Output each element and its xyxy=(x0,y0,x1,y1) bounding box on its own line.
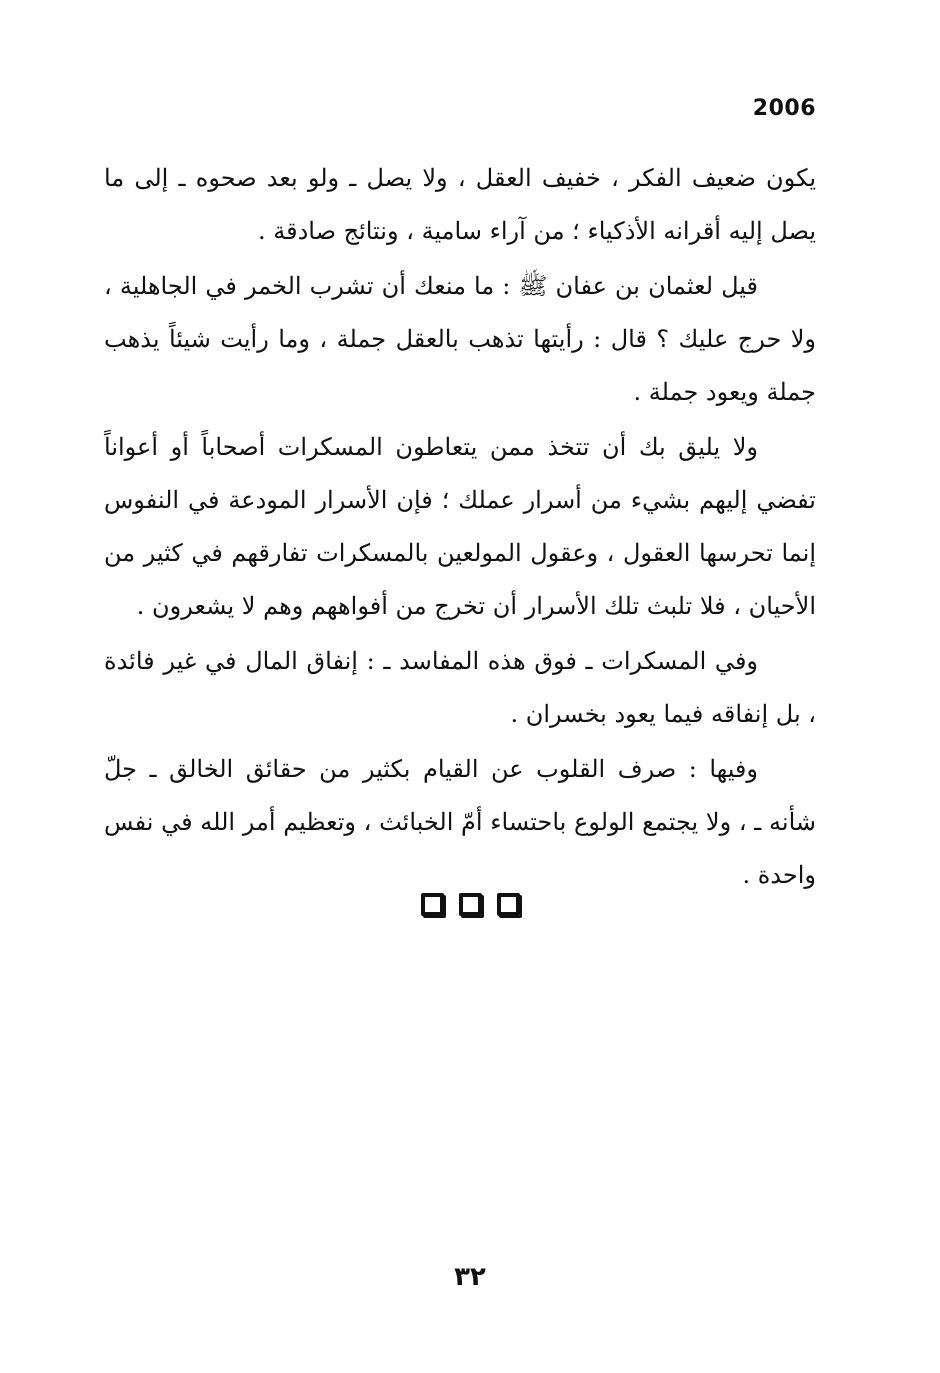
paragraph-1: يكون ضعيف الفكر ، خفيف العقل ، ولا يصل ـ ولو بعد صحوه ـ إلى ما يصل إليه أقرانه الأذكياء ؛ من آراء سامية ، ونتائج صادقة . xyxy=(104,164,816,245)
paragraph-5: وفيها : صرف القلوب عن القيام بكثير من حقائق الخالق ـ جلّ شأنه ـ ، ولا يجتمع الولوع باحتساء أمّ الخبائث ، وتعظيم أمر الله في نفس واحدة . xyxy=(104,755,816,889)
header-year: 2006 xyxy=(752,96,816,121)
ornament-square-icon xyxy=(497,893,520,916)
ornament-square-icon xyxy=(421,893,444,916)
ornament-square-icon xyxy=(459,893,482,916)
page-number: ٣٢ xyxy=(454,1262,486,1292)
paragraph-4: وفي المسكرات ـ فوق هذه المفاسد ـ : إنفاق المال في غير فائدة ، بل إنفاقه فيما يعود بخسران . xyxy=(104,647,816,728)
section-divider-ornament xyxy=(0,893,940,916)
paragraph-2: قيل لعثمان بن عفان ﷺ : ما منعك أن تشرب الخمر في الجاهلية ، ولا حرج عليك ؟ قال : رأيتها تذهب بالعقل جملة ، وما رأيت شيئاً يذهب جملة ويعود جملة . xyxy=(104,272,816,406)
paragraph-3: ولا يليق بك أن تتخذ ممن يتعاطون المسكرات أصحاباً أو أعواناً تفضي إليهم بشيء من أسرار عملك ؛ فإن الأسرار المودعة في النفوس إنما تحرسها العقول ، وعقول المولعين بالمسكرات تفارقهم في كثير من الأحيان ، فلا تلبث تلك الأسرار أن تخرج من أفواههم وهم لا يشعرون . xyxy=(104,433,816,620)
body-text xyxy=(104,152,816,904)
